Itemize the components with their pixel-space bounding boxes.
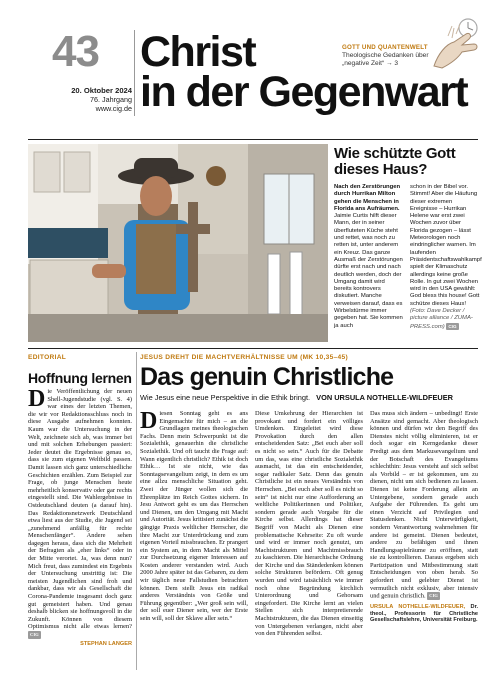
editorial-dropcap: D xyxy=(28,386,46,412)
editorial-kicker: EDITORIAL xyxy=(28,354,67,361)
website-link[interactable]: www.cig.de xyxy=(95,104,132,113)
masthead xyxy=(0,0,500,138)
main-article-text-1: iesen Sonntag geht es ans Eingemachte für mich – an die Grundlagen meines theologischen Fachs. Denn mein Schwerpunkt ist die Sozialethik, genauerhin die christliche Sozialethik. Und oft taucht die Frage auf: Wann eigentlich christlich? Ethik ist doch Ethik… Ist sie nicht, wie das Sonntagsevangelium zeigt, in dem es um eine allzu menschliche Situation geht. Zwei der Jünger wollen sich die Ehrenplätze im Reich Gottes sichern. In Jesu Antwort geht es um das Herrschen und Dienen, um den Umgang mit Macht und Autorität. Jesus kritisiert zunächst die gängige Praxis weltlicher Herrscher, die ihre Macht zur Unterdrückung und zum eigenen Vorteil missbrauchen. Er prangert ein System an, in dem Macht als Mittel zur Durchsetzung eigener Interessen auf Kosten anderer verstanden wird. Auch 2000 Jahre später ist das Gebaren, zu dem wir täglich neue Fallstudien betrachten können. Dem stellt Jesus ein radikal anderes Verständnis von Größe und Führung gegenüber: „Wer groß sein will, der soll euer Diener sein, wer der Erste sein will, soll der Sklave aller sein.“ xyxy=(140,410,248,623)
editorial-headline: Hoffnung lernen xyxy=(28,370,132,386)
photo-story-lead: Nach den Zerstörungen durch Hurrikan Milton gehen die Menschen in Florida ans Aufräumen. xyxy=(334,184,401,212)
editorial-author: STEPHAN LANGER xyxy=(80,640,132,647)
photo-story-col-1 xyxy=(334,184,404,331)
teaser-kicker: GOTT UND QUANTENWELT xyxy=(342,44,428,51)
main-article-col-3 xyxy=(370,410,478,638)
author-name: URSULA NOTHELLE-WILDFEUER, xyxy=(370,604,466,611)
hurricane-kitchen-photo xyxy=(28,144,328,342)
title-line-1: Christ xyxy=(140,28,256,76)
issue-number: 43 xyxy=(52,27,99,76)
main-article-text-2: Diese Umkehrung der Hierarchien ist provokant und fordert ein völliges Umdenken. Eingeleitet wird diese Provokation durch den allen entscheidenden Satz: „Bei euch aber soll es nicht so sein.“ Auch für die Debatte um das, was eine christliche Sozialethik ausmacht, ist das ein entscheidender, sogar radikaler Satz. Denn das genuin Christliche ist ein neues Verständnis von Herrschen. „Bei euch aber soll es nicht so sein“ ist nicht nur eine Aufforderung an weltliche Politikerinnen und Politiker, sondern gerade auch Vorgabe für die Kirche selbst. Allerdings hat dieser Begriff von Macht als Dienen eine problematische Kehrseite: Zu oft wurde und wird er immer noch genutzt, um Machtstrukturen und Machtmissbrauch zu kaschieren. Die hierarchische Ordnung der Kirche und das Ständedenken können solche Strukturen befördern. Oft genug wurden und wird tatsächlich wie immer noch ohne Begründung kirchlich Unterordnung und Gehorsam eingefordert. Die Kirche lernt an vielen Stellen sich interpretierende Machtstrukturen, die das Dienen einseitig von Untergebenen verlangen, nicht aber von den Führenden selbst. xyxy=(255,410,363,638)
section-rule xyxy=(28,348,478,349)
main-article-end-mark: CIG xyxy=(429,593,438,599)
end-mark: CIG xyxy=(448,323,457,329)
main-article-kicker: JESUS DREHT DIE MACHTVERHÄLTNISSE UM (MK 10,35–45) xyxy=(140,354,348,361)
main-article-col-1 xyxy=(140,410,248,638)
masthead-divider xyxy=(134,30,135,116)
title-line-2: in der Gegenwart xyxy=(140,68,468,116)
editorial-text: ie Veröffentlichung der neuen Shell-Jugendstudie (vgl. S. 4) war eines der letzten Themen, die wir vor Redaktionsschluss noch in diese Ausgabe aufnehmen konnten. Kaum war die Untersuchung in der Welt, zeichnete sich ab, was immer bei und mit solchen Erhebungen passiert: Jeder deutet die Ergebnisse genau so, dass sie zum eigenen Weltbild passen. Damit lassen sich ganz unterschiedliche Geschichten erzählen. Zum Beispiel zur Frage, ob junge Menschen heute mehrheitlich konservativ oder gar rechts eingestellt sind. Die Wahlergebnisse in Ostdeutschland deuten (a darauf hin). Das Redaktionsnetzwerk Deutschland etwa liest aus der Studie, die Jugend sei „zunehmend anfällig für rechte Menschenfänger“. Andere sehen dagegen heraus, dass sich die Mehrheit der Befragten als „eher links“ oder in der Mitte verortet. Ja, was denn nun? Mich freut, dass zumindest ein Ergebnis der Untersuchung unstrittig ist: Die meisten Jugendlichen sind froh und dankbar, dass wir als Gesellschaft die Corona-Pandemie insgesamt doch ganz gut gemeistert haben. Und genau deshalb blicken sie hoffnungsvoll in die Zukunft. Können von diesem Optimismus nicht alle etwas lernen? xyxy=(28,388,132,631)
photo-story-headline: Wie schützte Gott dieses Haus? xyxy=(334,145,456,178)
byline: VON URSULA NOTHELLE-WILDFEUER xyxy=(316,393,453,402)
subtitle-text: Wie Jesus eine neue Perspektive in die Ethik bringt. xyxy=(140,393,311,402)
issue-date: 20. Oktober 2024 xyxy=(71,86,132,95)
main-article-text-3: Das muss sich ändern – unbedingt! Erste Ansätze sind gemacht. Aber theologisch können und dürfen wir den Begriff des Dienstes nicht völlig eliminieren, ist er doch sogar ein Kerngedanke dieser Predigt aus dem Markusevangelium und der Botschaft des Evangeliums schlechthin: Jesus versteht auf sich selbst als Vorbild – er ist gekommen, um zu dienen, nicht um sich bedienen zu lassen. Dienen ist keine Forderung allein an Untergebene, sondern gerade auch Aufgabe der Führenden. Es geht um einen Verzicht auf Privilegien und Statusdenken. Nicht Unterwürfigkeit, sondern Verantwortung wahrnehmen für andere ist gemeint. Dienen bedeutet, andere zu befähigen und ihnen Handlungsspielräume zu eröffnen, statt sie zu kontrollieren. Daraus ergeben sich Partizipation und Mitbestimmung statt Entscheidungen von oben herab. So gefordert und gelebter Dienst ist vermutlich nicht exklusiv, aber intensiv und genuin christlich. xyxy=(370,410,478,600)
main-article-col-2 xyxy=(255,410,363,638)
author-box xyxy=(370,604,478,624)
photo-credit: (Foto: Dave Decker / picture alliance / ZUMA-PRESS.com) xyxy=(410,308,473,330)
issue-meta xyxy=(52,86,132,113)
teaser-text: Theologische Gedanken über „negative Zeit“ → 3 xyxy=(342,52,429,67)
main-article-dropcap: D xyxy=(140,408,158,434)
photo-story-col-2 xyxy=(410,184,480,331)
author-description: Dr. theol., Professorin für Christliche Gesellschaftslehre, Universität Freiburg. xyxy=(370,604,478,624)
hand-clock-illustration-icon xyxy=(428,14,484,70)
photo-story-text-2: schon in der Bibel vor. Stimmt! Aber die Häufung dieser extremen Ereignisse – Hurrikan Helene war erst zwei Wochen zuvor über Florida gezogen – lässt Meteorologen noch eindringlicher warnen. Im laufenden Präsidentschaftswahlkampf spielt der Klimaschutz allerdings keine große Rolle. In gut zwei Wochen wird in den USA gewählt: God bless this house! Gott schütze dieses Haus! xyxy=(410,184,482,307)
masthead-bottom-rule xyxy=(28,139,478,140)
photo-story xyxy=(334,146,480,331)
editorial-body xyxy=(28,388,132,648)
column-divider xyxy=(136,352,137,670)
main-article-headline: Das genuin Christliche xyxy=(140,363,394,391)
editorial-end-mark: CIG xyxy=(30,632,39,637)
photo-story-text-1: Jaimie Curtis hilft dieser Mann, der in seiner überfluteten Küche steht und rettet, was noch zu retten ist, unter anderem ein Kreuz. Das ganze Ausmaß der Zerstörungen dürfte erst nach und nach deutlich werden, doch der Umgang damit wird bereits kontrovers diskutiert. Manche verweisen darauf, dass es Wirbelstürme immer gegeben hat. Sie kommen ja auch xyxy=(334,213,403,329)
issue-volume: 76. Jahrgang xyxy=(90,95,132,104)
main-article-subtitle xyxy=(140,393,453,402)
main-article-body xyxy=(140,410,480,638)
